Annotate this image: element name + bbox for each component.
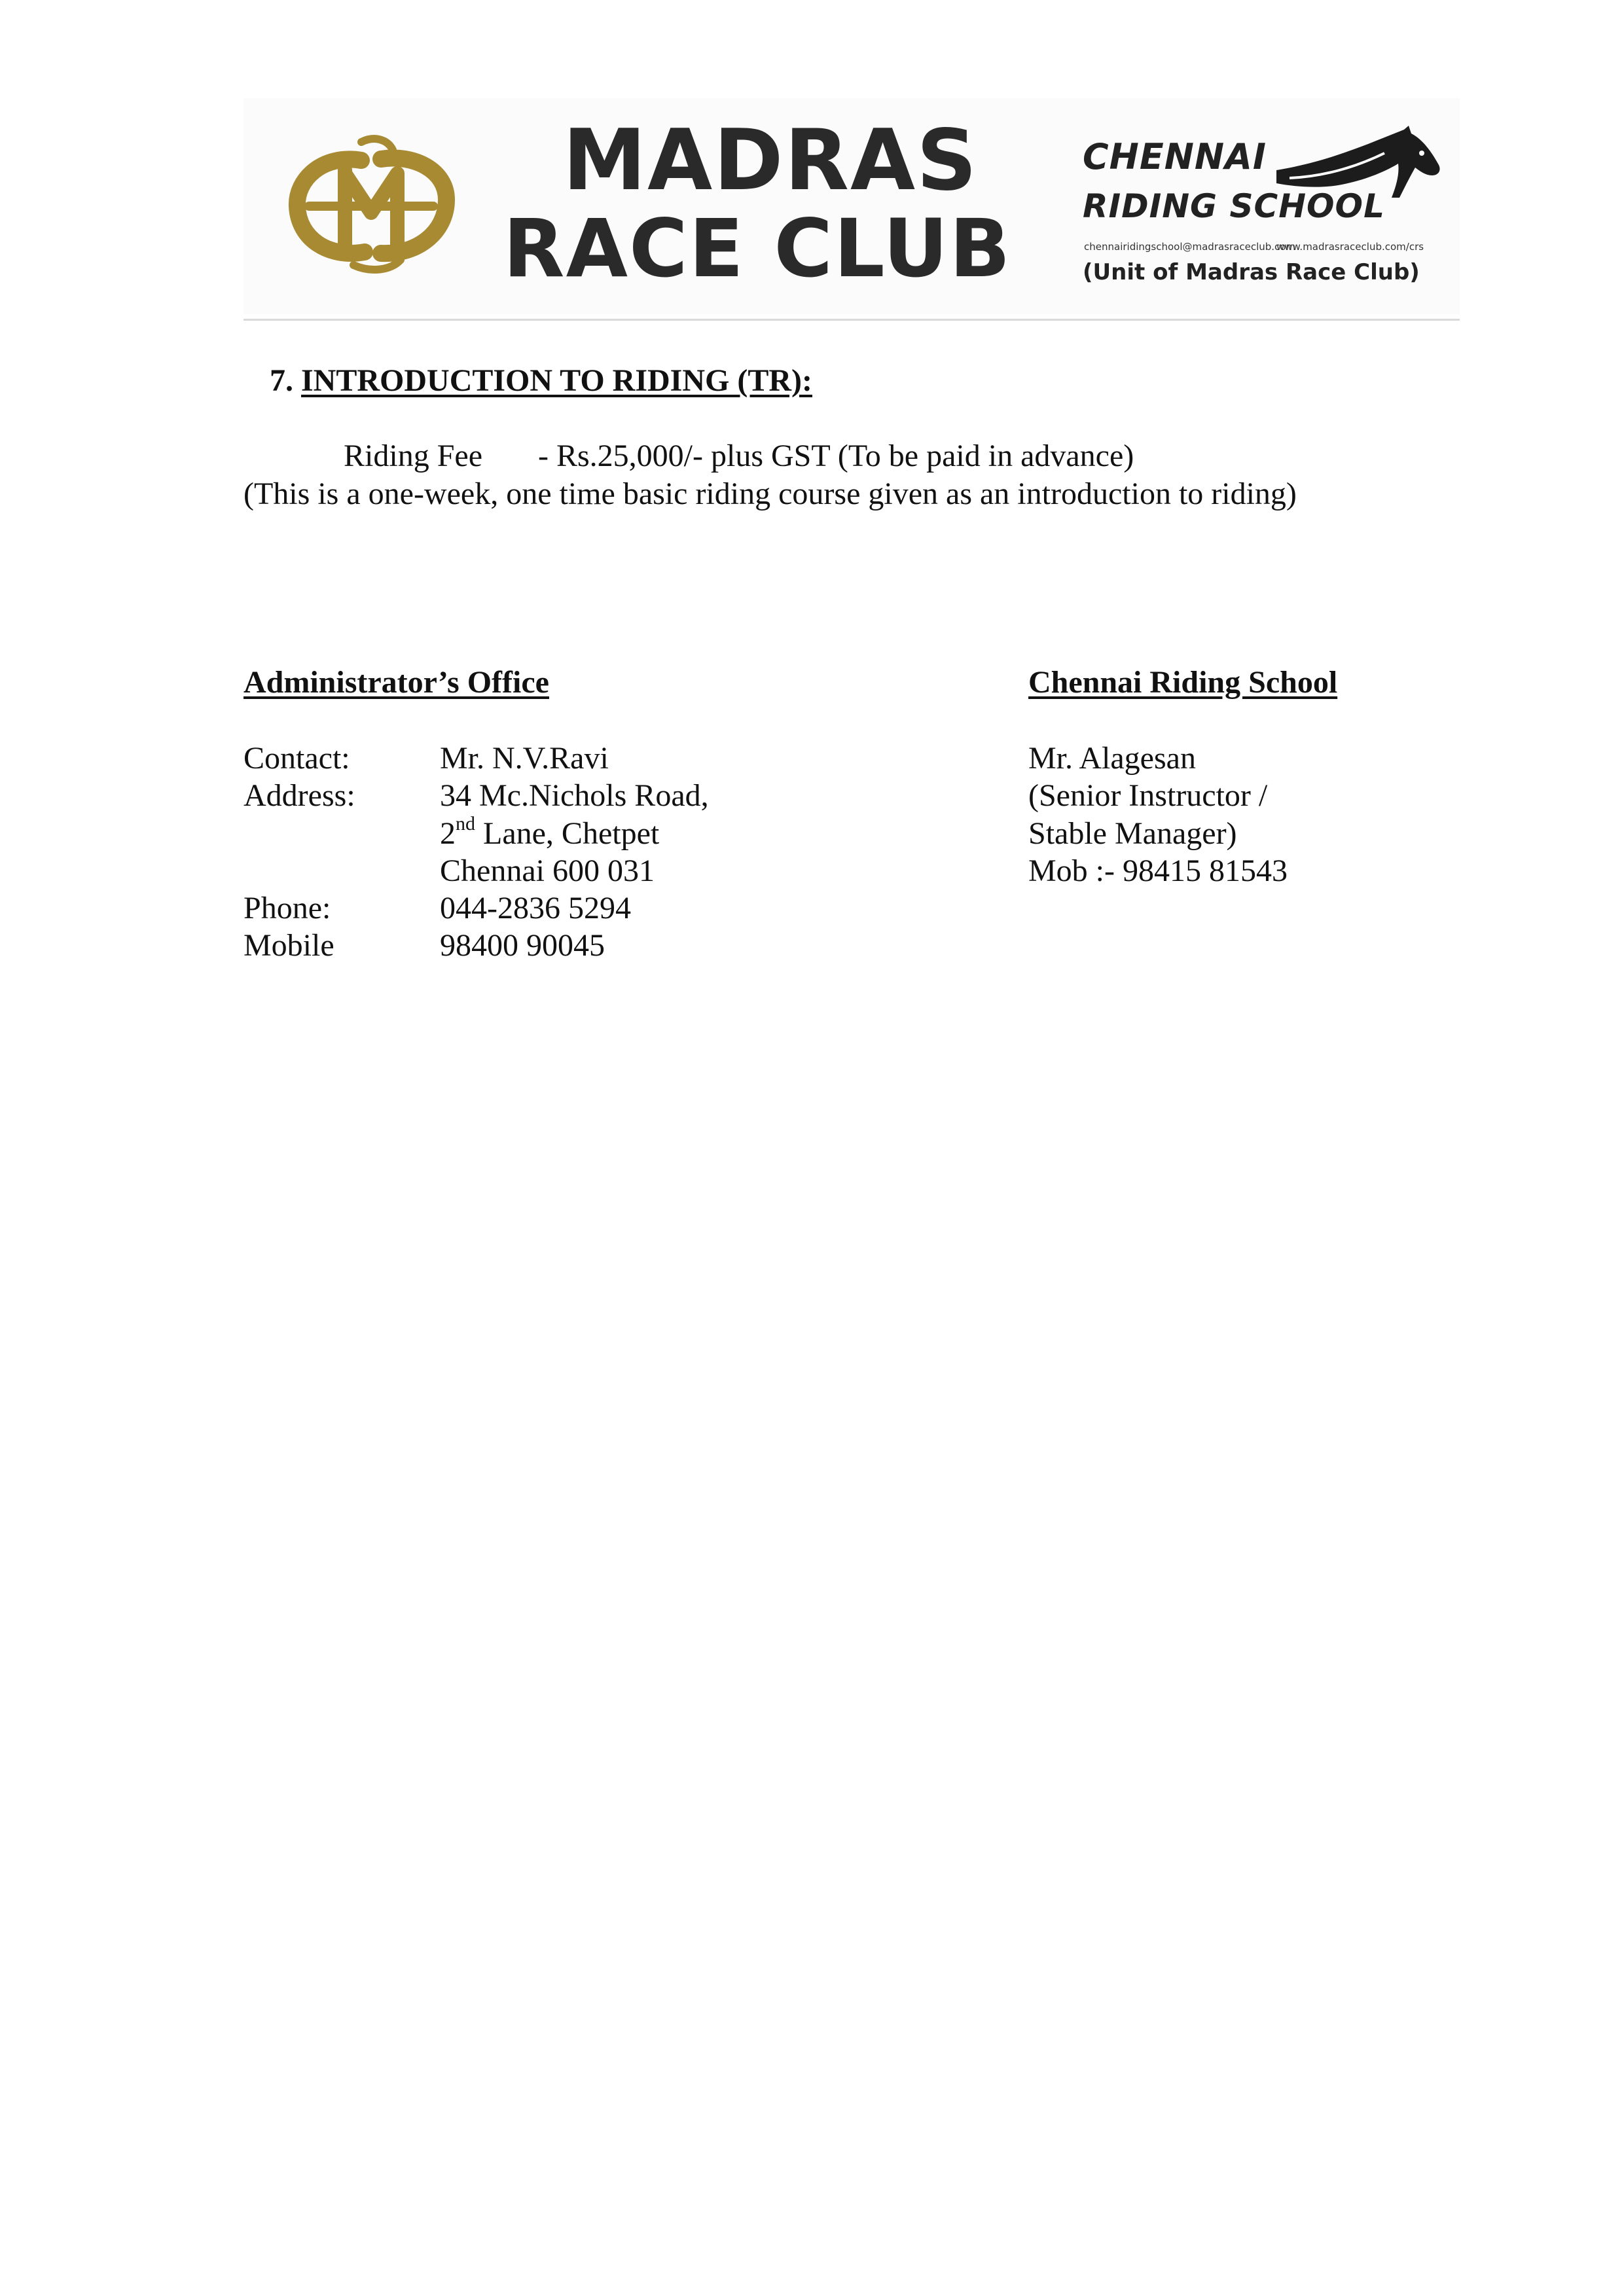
address-line2-rest: Lane, Chetpet	[475, 816, 660, 851]
instructor-name: Mr. Alagesan	[1028, 741, 1196, 776]
contact-label: Contact:	[244, 741, 350, 776]
fee-value: - Rs.25,000/- plus GST (To be paid in advance)	[538, 439, 1134, 473]
club-name	[476, 112, 1039, 295]
header-divider	[244, 319, 1460, 321]
mrc-monogram-icon	[283, 134, 460, 275]
section-heading	[270, 362, 812, 400]
mobile-label: Mobile	[244, 928, 334, 963]
instructor-role-line2: Stable Manager)	[1028, 816, 1237, 851]
riding-school-logo	[1080, 124, 1447, 301]
contact-value: Mr. N.V.Ravi	[440, 741, 609, 776]
phone-value: 044-2836 5294	[440, 891, 631, 925]
address-line2	[440, 815, 659, 853]
school-website: www.madrasraceclub.com/crs	[1276, 241, 1424, 253]
address-label: Address:	[244, 778, 355, 813]
section-number: 7.	[270, 363, 293, 398]
course-description: (This is a one-week, one time basic riding course given as an introduction to riding)	[244, 476, 1297, 511]
admin-office-heading: Administrator’s Office	[244, 665, 549, 700]
school-email: chennairidingschool@madrasraceclub.com	[1084, 241, 1296, 253]
address-line2-number: 2	[440, 816, 456, 851]
phone-label: Phone:	[244, 891, 331, 925]
section-title: INTRODUCTION TO RIDING (TR):	[301, 363, 812, 398]
club-name-line2: RACE CLUB	[503, 202, 1012, 295]
riding-school-heading: Chennai Riding School	[1028, 665, 1338, 700]
address-line2-ordinal: nd	[456, 813, 475, 834]
school-unit: (Unit of Madras Race Club)	[1083, 259, 1420, 285]
address-line1: 34 Mc.Nichols Road,	[440, 778, 709, 813]
school-name-line2: RIDING SCHOOL	[1083, 187, 1385, 225]
letterhead	[244, 98, 1460, 314]
mobile-value: 98400 90045	[440, 928, 605, 963]
instructor-mobile: Mob :- 98415 81543	[1028, 853, 1288, 888]
address-line3: Chennai 600 031	[440, 853, 655, 888]
school-name-line1: CHENNAI	[1083, 136, 1267, 177]
instructor-role-line1: (Senior Instructor /	[1028, 778, 1268, 813]
club-name-line1: MADRAS	[562, 112, 979, 209]
fee-label: Riding Fee	[344, 439, 482, 473]
